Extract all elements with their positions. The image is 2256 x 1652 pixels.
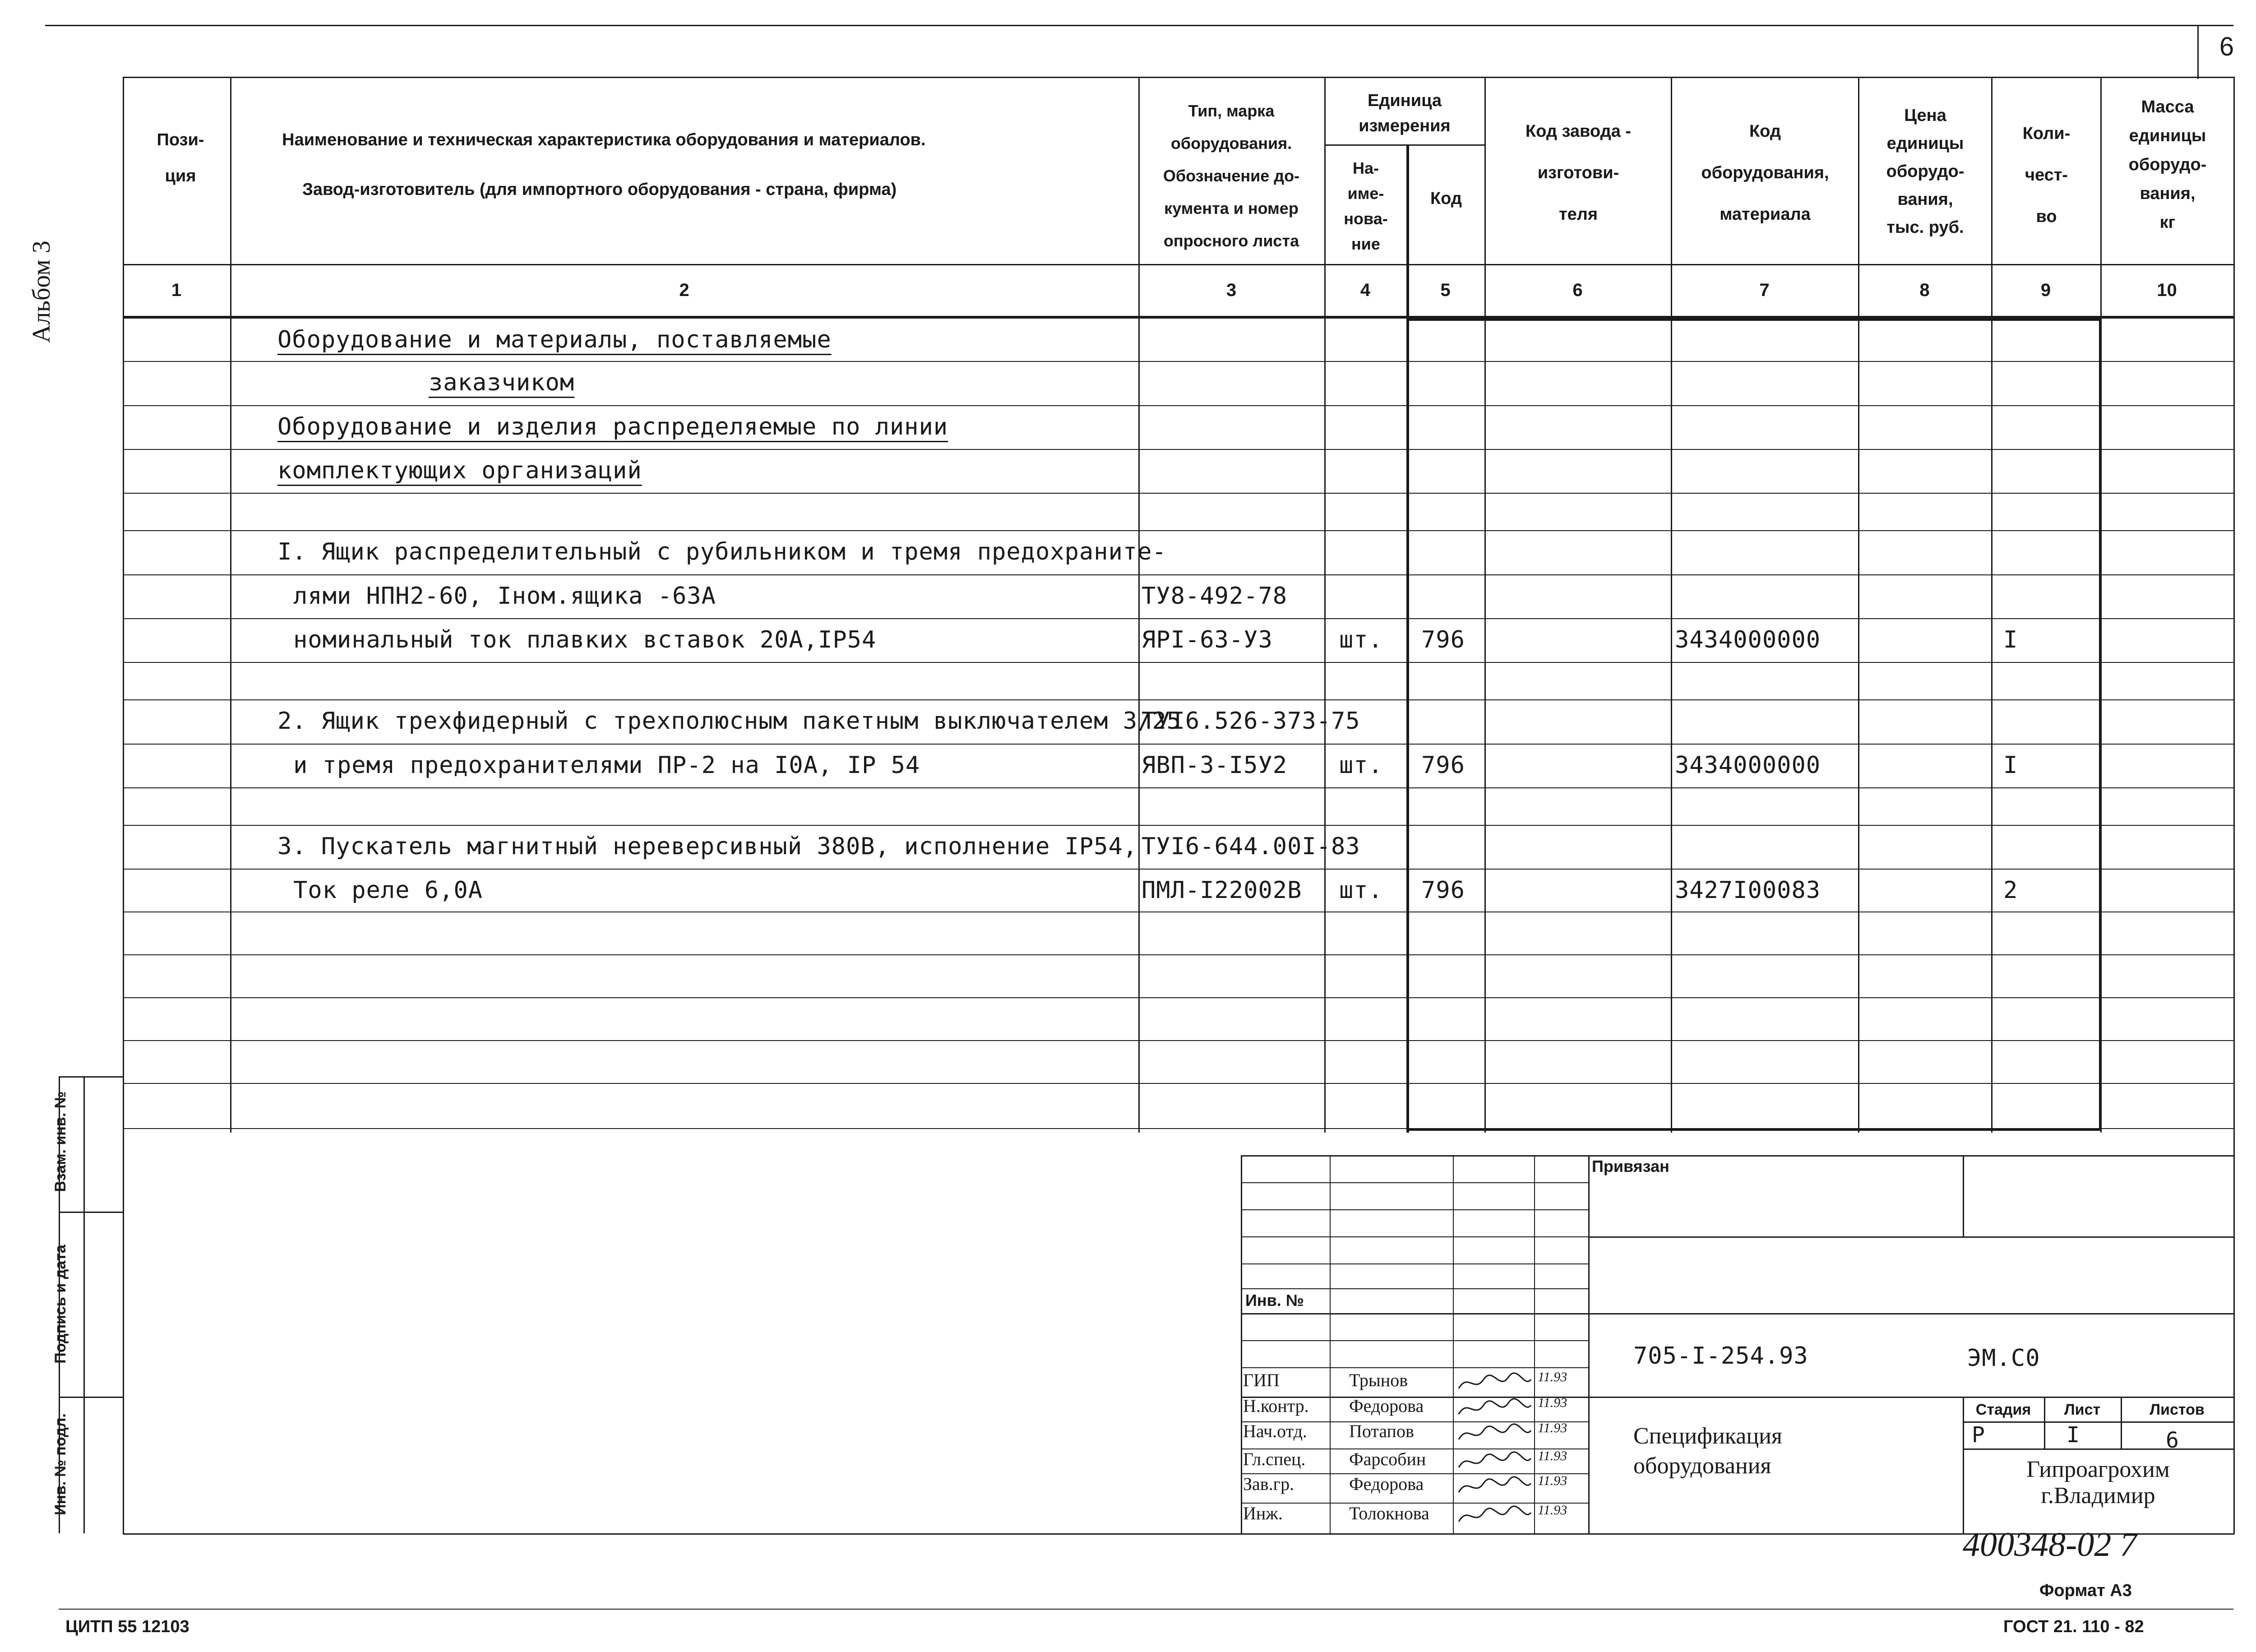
signature-name: Федорова — [1349, 1474, 1424, 1494]
frame-bottom — [123, 1533, 2234, 1535]
row-separator — [123, 744, 2234, 745]
row-type: ТУI6.526-373-75 — [1142, 708, 1360, 735]
row-separator — [123, 530, 2234, 531]
signature-role: Инж. — [1243, 1503, 1283, 1523]
tb-grid-5 — [1241, 1288, 1588, 1289]
signature-scribble — [1456, 1396, 1533, 1421]
tb-col-2 — [1453, 1155, 1454, 1534]
signature-date: 11.93 — [1538, 1473, 1567, 1488]
row-name: 2. Ящик трехфидерный с трехполюсным пакетным выключателем 3/25 — [277, 708, 1182, 735]
row-quantity: 2 — [2003, 877, 2018, 904]
col-divider-6 — [1671, 77, 1672, 1133]
header-price: Цена единицы оборудо- вания, тыс. руб. — [1886, 106, 1965, 237]
tb-privyazan-label: Привязан — [1592, 1157, 1669, 1175]
signature-date: 11.93 — [1538, 1370, 1567, 1384]
col-divider-5 — [1484, 77, 1486, 1133]
row-quantity: I — [2003, 626, 2018, 653]
tb-grid-6 — [1241, 1313, 1588, 1314]
footer-line — [59, 1609, 2233, 1610]
tb-top — [1241, 1155, 2233, 1157]
row-separator — [123, 574, 2234, 575]
tb-grid-3 — [1241, 1236, 1588, 1237]
signature-name: Трынов — [1349, 1370, 1408, 1390]
row-unit: шт. — [1339, 626, 1383, 653]
column-number-5: 5 — [1440, 280, 1451, 300]
signature-scribble — [1456, 1504, 1533, 1528]
signature-scribble — [1456, 1421, 1533, 1446]
column-number-6: 6 — [1572, 280, 1583, 300]
row-type: ТУ8-492-78 — [1142, 583, 1288, 610]
row-name: заказчиком — [429, 369, 575, 396]
tb-inv-no-label: Инв. № — [1245, 1291, 1304, 1310]
row-separator — [123, 869, 2234, 870]
footer-right: ГОСТ 21. 110 - 82 — [2003, 1617, 2144, 1636]
tb-sheet: I — [2066, 1422, 2080, 1448]
row-separator — [123, 449, 2234, 450]
column-number-2: 2 — [679, 280, 689, 300]
row-separator — [123, 618, 2234, 619]
row-type: ЯРI-63-У3 — [1142, 626, 1273, 653]
unit-group-line — [1324, 144, 1484, 146]
tb-code-bottom — [1588, 1397, 2233, 1398]
tb-grid-8 — [1241, 1367, 1588, 1368]
footer-left: ЦИТП 55 12103 — [65, 1617, 190, 1636]
row-unit-code: 796 — [1421, 877, 1465, 904]
row-name: Ток реле 6,0А — [293, 877, 483, 904]
stamp-inv-podl: Инв. № подл. — [52, 1413, 69, 1515]
signature-name: Толокнова — [1349, 1503, 1429, 1523]
col-divider-1 — [230, 77, 231, 1133]
row-name: и тремя предохранителями ПР-2 на I0А, IP 54 — [293, 752, 920, 779]
row-separator — [123, 997, 2234, 998]
column-number-10: 10 — [2157, 280, 2177, 300]
signature-role: Нач.отд. — [1243, 1421, 1307, 1441]
header-position: Пози- ция — [157, 130, 204, 185]
row-name: комплектующих организаций — [277, 457, 642, 484]
row-unit: шт. — [1339, 877, 1383, 904]
column-number-7: 7 — [1759, 280, 1770, 300]
column-number-1: 1 — [171, 280, 182, 300]
row-separator — [123, 1040, 2234, 1041]
handwritten-number: 400348-02 7 — [1963, 1526, 2137, 1564]
row-equipment-code: 3427I00083 — [1675, 877, 1821, 904]
signature-name: Фарсобин — [1349, 1449, 1426, 1469]
signature-scribble — [1456, 1474, 1533, 1499]
header-quantity: Коли- чест- во — [2022, 124, 2071, 226]
signature-scribble — [1456, 1370, 1533, 1395]
signature-date: 11.93 — [1538, 1421, 1567, 1435]
tb-col-4 — [1588, 1155, 1590, 1534]
row-unit-code: 796 — [1421, 752, 1465, 779]
tb-sheets-label: Листов — [2150, 1401, 2205, 1418]
signature-role: ГИП — [1243, 1370, 1280, 1390]
row-name: лями НПН2-60, Iном.ящика -63А — [293, 583, 716, 610]
signature-name: Потапов — [1349, 1421, 1414, 1441]
tb-grid-7 — [1241, 1340, 1588, 1341]
stamp-podpis-data: Подпись и дата — [52, 1245, 69, 1364]
column-number-8: 8 — [1919, 280, 1930, 300]
row-name: Оборудование и материалы, поставляемые — [277, 326, 832, 353]
signature-role: Гл.спец. — [1243, 1449, 1306, 1469]
row-unit: шт. — [1339, 752, 1383, 779]
row-separator — [123, 405, 2234, 406]
header-type: Тип, марка оборудования. Обозначение до- кумента и номер опросного листа — [1163, 102, 1300, 250]
tb-grid-4 — [1241, 1263, 1588, 1264]
block-top — [1406, 318, 2100, 321]
column-number-4: 4 — [1360, 280, 1371, 300]
row-unit-code: 796 — [1421, 626, 1465, 653]
signature-scribble — [1456, 1449, 1533, 1474]
row-type: ЯВП-3-I5У2 — [1142, 752, 1288, 779]
tb-document-code: 705-I-254.93 — [1633, 1342, 1808, 1370]
tb-stage-val-bottom — [1963, 1448, 2233, 1450]
tb-sheet-label: Лист — [2064, 1401, 2101, 1418]
tb-privyazan-split — [1963, 1155, 1964, 1236]
tb-col-3 — [1534, 1155, 1535, 1534]
signature-date: 11.93 — [1538, 1448, 1567, 1463]
header-unit-name: На- име- нова- ние — [1344, 159, 1388, 253]
row-equipment-code: 3434000000 — [1675, 752, 1821, 779]
row-name: 3. Пускатель магнитный нереверсивный 380В, исполнение IP54, — [277, 833, 1138, 860]
row-separator — [123, 493, 2234, 494]
row-type: ТУI6-644.00I-83 — [1142, 833, 1360, 860]
tb-document-mark: ЭМ.С0 — [1967, 1345, 2040, 1372]
signature-date: 11.93 — [1538, 1395, 1567, 1410]
row-name: номинальный ток плавких вставок 20А,IP54 — [293, 626, 877, 653]
row-separator — [123, 954, 2234, 955]
album-label: Альбом 3 — [28, 241, 55, 343]
row-name: Оборудование и изделия распределяемые по линии — [277, 413, 948, 440]
row-equipment-code: 3434000000 — [1675, 626, 1821, 653]
row-name: I. Ящик распределительный с рубильником и тремя предохраните- — [277, 538, 1167, 565]
row-quantity: I — [2003, 752, 2018, 779]
format-label: Формат А3 — [2039, 1581, 2132, 1600]
signature-role: Зав.гр. — [1243, 1474, 1294, 1494]
tb-title: Спецификация оборудования — [1633, 1423, 1782, 1479]
tb-stage-hdr-bottom — [1963, 1421, 2233, 1423]
row-separator — [123, 825, 2234, 826]
frame-top — [123, 77, 2234, 78]
tb-grid-2 — [1241, 1209, 1588, 1210]
row-separator — [123, 1128, 2234, 1129]
signature-name: Федорова — [1349, 1396, 1424, 1416]
header-bottom — [123, 264, 2234, 265]
header-unit-group: Единица измерения — [1359, 91, 1451, 135]
block-right — [2099, 318, 2102, 1130]
row-separator — [123, 699, 2234, 700]
tb-stage: Р — [1972, 1422, 1985, 1448]
tb-left — [1241, 1155, 1242, 1534]
header-factory-code: Код завода - изготови- теля — [1525, 122, 1632, 224]
row-separator — [123, 787, 2234, 788]
sheet-number: 6 — [2219, 32, 2234, 61]
signature-date: 11.93 — [1538, 1503, 1567, 1518]
column-number-9: 9 — [2040, 280, 2051, 300]
header-name-line1: Наименование и техническая характеристика оборудования и материалов. — [282, 130, 926, 149]
header-name-line2: Завод-изготовитель (для импортного оборудования - страна, фирма) — [302, 180, 897, 199]
column-number-3: 3 — [1226, 280, 1237, 300]
tb-col-1 — [1330, 1155, 1331, 1534]
tb-sheets: 6 — [2166, 1428, 2179, 1453]
tb-organization: Гипроагрохим г.Владимир — [2026, 1457, 2170, 1509]
stamp-mid-border — [83, 1076, 85, 1533]
header-mass: Масса единицы оборудо- вания, кг — [2128, 97, 2207, 232]
top-border — [45, 25, 2233, 26]
tb-grid-1 — [1241, 1182, 1588, 1183]
row-separator — [123, 1083, 2234, 1084]
row-separator — [123, 361, 2234, 362]
tb-privyazan-bottom — [1588, 1236, 2233, 1238]
tb-stage-label: Стадия — [1975, 1401, 2031, 1418]
row-type: ПМЛ-I22002В — [1142, 877, 1302, 904]
header-unit-code: Код — [1430, 189, 1462, 208]
row-separator — [123, 662, 2234, 663]
header-equipment-code: Код оборудования, материала — [1701, 122, 1829, 224]
frame-right — [2233, 77, 2235, 1534]
stamp-vzam-inv: Взам. инв. № — [52, 1091, 69, 1192]
tb-code-top — [1588, 1313, 2233, 1314]
signature-role: Н.контр. — [1243, 1396, 1309, 1416]
